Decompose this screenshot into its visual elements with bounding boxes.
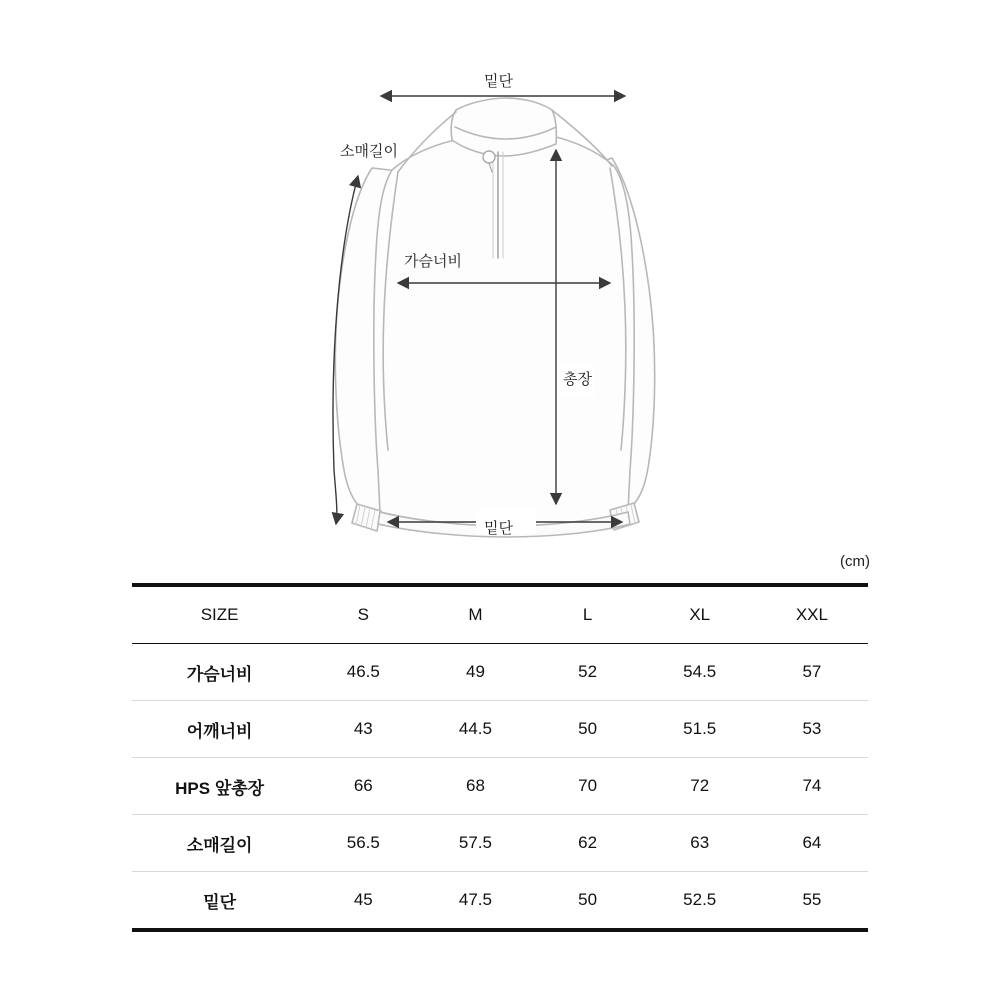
unit-note: (cm): [840, 553, 870, 570]
table-row: [132, 644, 868, 701]
column-header-size: SIZE: [132, 585, 307, 644]
garment-outline: [335, 98, 654, 537]
cell-hps-s: 66: [307, 758, 419, 815]
cell-hem-m: 47.5: [419, 872, 531, 931]
row-label-sleeve-length: 소매길이: [132, 815, 307, 872]
label-hem-top: 밑단: [484, 73, 513, 90]
table-header-row: [132, 585, 868, 644]
row-label-hps-front-length: HPS 앞총장: [132, 758, 307, 815]
column-header-xl: XL: [644, 585, 756, 644]
cell-sleeve-xxl: 64: [756, 815, 868, 872]
label-total-length: 총장: [563, 371, 592, 388]
cell-chest-m: 49: [419, 644, 531, 701]
label-chest-width: 가슴너비: [404, 253, 462, 270]
cell-hps-l: 70: [532, 758, 644, 815]
cell-sleeve-s: 56.5: [307, 815, 419, 872]
collar: [451, 98, 556, 156]
label-sleeve-length: 소매길이: [340, 143, 398, 160]
column-header-xxl: XXL: [756, 585, 868, 644]
column-header-l: L: [532, 585, 644, 644]
cell-shoulder-xl: 51.5: [644, 701, 756, 758]
size-table-container: [132, 583, 868, 932]
cell-shoulder-s: 43: [307, 701, 419, 758]
cell-hem-s: 45: [307, 872, 419, 931]
cell-hps-xl: 72: [644, 758, 756, 815]
cell-shoulder-m: 44.5: [419, 701, 531, 758]
cell-shoulder-l: 50: [532, 701, 644, 758]
table-row: [132, 815, 868, 872]
cell-shoulder-xxl: 53: [756, 701, 868, 758]
cell-chest-xxl: 57: [756, 644, 868, 701]
size-table: [132, 583, 868, 932]
body: [374, 134, 634, 526]
size-table-body: [132, 644, 868, 931]
size-table-head: [132, 585, 868, 644]
table-row: [132, 758, 868, 815]
cell-chest-l: 52: [532, 644, 644, 701]
cell-hps-xxl: 74: [756, 758, 868, 815]
cell-hem-xxl: 55: [756, 872, 868, 931]
cell-chest-xl: 54.5: [644, 644, 756, 701]
row-label-shoulder-width: 어깨너비: [132, 701, 307, 758]
row-label-hem: 밑단: [132, 872, 307, 931]
table-row: [132, 701, 868, 758]
column-header-m: M: [419, 585, 531, 644]
label-hem-bottom: 밑단: [484, 520, 513, 537]
cell-hem-xl: 52.5: [644, 872, 756, 931]
zipper-pull: [483, 151, 495, 163]
column-header-s: S: [307, 585, 419, 644]
table-row: [132, 872, 868, 931]
row-label-chest-width: 가슴너비: [132, 644, 307, 701]
cell-sleeve-xl: 63: [644, 815, 756, 872]
cell-sleeve-m: 57.5: [419, 815, 531, 872]
cell-hem-l: 50: [532, 872, 644, 931]
cell-chest-s: 46.5: [307, 644, 419, 701]
cell-hps-m: 68: [419, 758, 531, 815]
cell-sleeve-l: 62: [532, 815, 644, 872]
